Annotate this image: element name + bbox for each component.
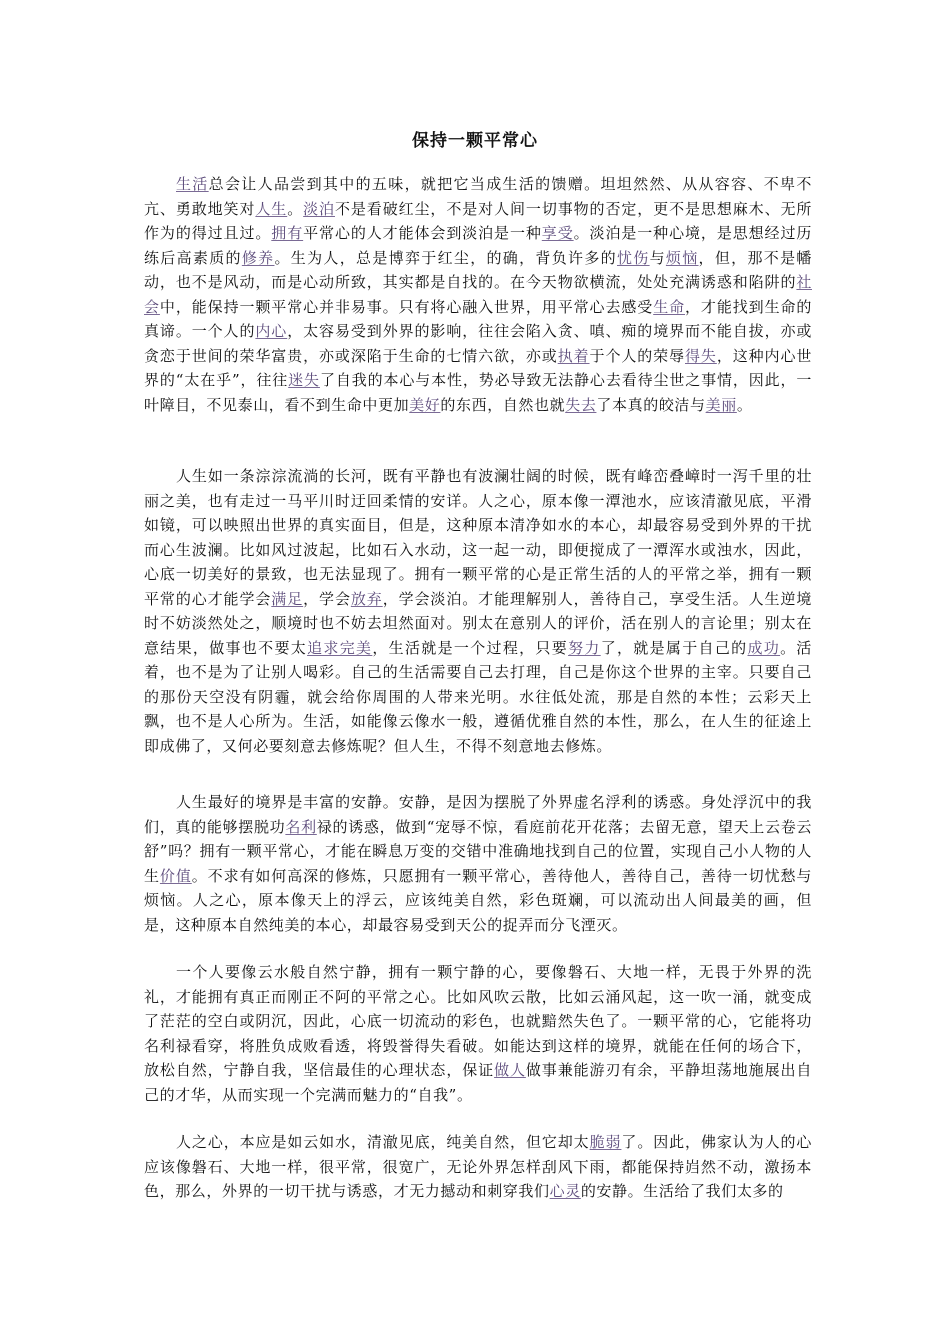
inline-link[interactable]: 努力 — [568, 638, 601, 657]
paragraph-text: 了。因此，佛家认为人的心应该像磐石、大地一样，很平常，很宽广，无论外界怎样刮风下雨，都能保持岿然不动，激扬本色，那么，外界的一切干扰与诱惑，才无力撼动和刺穿我们 — [144, 1133, 813, 1200]
paragraph-text: 禄的诱惑，做到“宠辱不惊，看庭前花开花落；去留无意，望天上云卷云舒”吗？拥有一颗平常心，才能在瞬息万变的交错中准确地找到自己的位置，实现自己小人物的人生 — [144, 817, 813, 885]
paragraph-text: 了自我的本心与本性，势必导致无法静心去看待尘世之事情，因此，一叶障目，不见泰山，看不到生命中更加 — [144, 371, 813, 414]
inline-link[interactable]: 拥有 — [271, 224, 304, 242]
paragraph-5 — [144, 1130, 812, 1204]
inline-link[interactable]: 内心 — [255, 322, 288, 340]
paragraph-text: 。生为人，总是博弈于红尘，的确，背负许多的 — [274, 248, 617, 267]
paragraph-text: 总会让人品尝到其中的五味，就把它当成生活的馈赠。坦坦然然、从从容容、不卑不亢、勇敢地笑对 — [144, 175, 812, 218]
paragraph-text: 人生如一条淙淙流淌的长河，既有平静也有波澜壮阔的时候，既有峰峦叠嶂时一泻千里的壮丽之美，也有走过一马平川时迂回柔情的安详。人之心，原本像一潭池水，应该清澈见底，平滑如镜，可以映照出世界的真实面目，但是，这种原本清净如水的本心，却最容易受到外界的干扰而心生波澜。比如风过波起，比如石入水动，这一起一动，即便搅成了一潭浑水或浊水，因此，心底一切美好的景致，也无法显现了。拥有一颗平常的心是正常生活的人的平常之举，拥有一颗平常的心才能学会 — [144, 467, 812, 608]
inline-link[interactable]: 享受 — [541, 224, 574, 242]
paragraph-text: 一个人要像云水般自然宁静，拥有一颗宁静的心，要像磐石、大地一样，无畏于外界的洗礼，才能拥有真正而刚正不阿的平常之心。比如风吹云散，比如云涌风起，这一吹一涌，就变成了茫茫的空白或阴沉，因此，心底一切流动的彩色，也就黯然失色了。一颗平常的心，它能将功名利禄看穿，将胜负成败看透，将毁誉得失看破。如能达到这样的境界，就能在任何的场合下，放松自然，宁静自我，坚信最佳的心理状态，保证 — [144, 963, 812, 1079]
inline-link[interactable]: 做人 — [494, 1061, 526, 1079]
paragraph-text: 。淡泊是一种心境，是思想经过历练后高素质的 — [144, 224, 812, 267]
paragraph-text: ，学会 — [303, 589, 351, 608]
paragraph-text: ，这种内心世界的“太在乎”，往往 — [144, 346, 812, 389]
paragraph-text: ，才能找到生命的真谛。一个人的 — [144, 297, 812, 340]
inline-link[interactable]: 忧伤 — [616, 248, 650, 267]
paragraph-text: 。不求有如何高深的修炼，只愿拥有一颗平常心，善待他人，善待自己，善待一切忧愁与烦恼。人之心，原本像天上的浮云，应该纯美自然，彩色斑斓，可以流动出人间最美的画，但是，这种原本自然纯美的本心，却最容易受到天公的捉弄而分飞湮灭。 — [144, 866, 812, 934]
paragraph-text: 人生最好的境界是丰富的安静。安静，是因为摆脱了外界虚名浮利的诱惑。身处浮沉中的我们，真的能够摆脱功 — [144, 793, 812, 836]
document-title: 保持一颗平常心 — [412, 131, 538, 151]
paragraph-text: 于个人的荣辱 — [589, 346, 685, 365]
paragraph-text: 了，就是属于自己的 — [600, 638, 748, 657]
inline-link[interactable]: 心灵 — [549, 1182, 581, 1200]
inline-link[interactable]: 得失 — [685, 346, 717, 365]
inline-link[interactable]: 追求完美 — [307, 638, 373, 657]
inline-link[interactable]: 社会 — [144, 273, 812, 316]
paragraph-text: 的东西，自然也就 — [440, 395, 566, 414]
paragraph-4 — [144, 960, 812, 1107]
paragraph-text: 人之心，本应是如云如水，清澈见底，纯美自然，但它却太 — [176, 1133, 590, 1151]
paragraph-text: ，生活就是一个过程，只要 — [372, 638, 569, 657]
paragraph-1 — [144, 172, 812, 417]
inline-link[interactable]: 人生 — [255, 199, 288, 218]
paragraph-2 — [144, 464, 812, 758]
paragraph-text: 中，能保持一颗平常心并非易事。只有将心融入世界，用平常心去感受 — [159, 297, 654, 316]
inline-link[interactable]: 满足 — [271, 589, 304, 608]
paragraph-text: 不是看破红尘，不是对人间一切事物的否定，更不是思想麻木、无所作为的得过且过。 — [144, 199, 813, 242]
inline-link[interactable]: 价值 — [159, 866, 192, 885]
inline-link[interactable]: 美丽 — [705, 395, 737, 414]
paragraph-text: ，学会淡泊。才能理解别人，善待自己，享受生活。人生逆境时不妨淡然处之，顺境时也不妨去坦然面对。别太在意别人的评价，活在别人的言论里；别太在意结果，做事也不要太 — [144, 589, 812, 657]
paragraph-text: 。 — [736, 395, 753, 414]
inline-link[interactable]: 生活 — [176, 175, 209, 193]
inline-link[interactable]: 生命 — [653, 297, 686, 316]
paragraph-text: 。 — [287, 199, 304, 218]
paragraph-text: 平常心的人才能体会到淡泊是一种 — [303, 224, 542, 242]
paragraph-text: 做事兼能游刃有余，平静坦荡地施展出自己的才华，从而实现一个完满而魅力的“自我”。 — [144, 1061, 812, 1104]
paragraph-text: 。活着，也不是为了让别人喝彩。自己的生活需要自己去打理，自己是你这个世界的主宰。只要自己的那份天空没有阴霾，就会给你周围的人带来光明。水往低处流，那是自然的本性；云彩天上飘，也不是人心所为。生活，如能像云像水一般，遵循优雅自然的本性，那么，在人生的征途上即成佛了，又何必要刻意去修炼呢？但人生，不得不刻意地去修炼。 — [144, 638, 813, 755]
paragraph-text: 与 — [649, 248, 666, 267]
paragraph-text: 的安静。生活给了我们太多的 — [580, 1182, 784, 1200]
inline-link[interactable]: 名利 — [285, 817, 317, 836]
inline-link[interactable]: 修养 — [241, 248, 275, 267]
inline-link[interactable]: 执着 — [557, 346, 590, 365]
paragraph-3 — [144, 790, 812, 937]
paragraph-text: 了本真的皎洁与 — [596, 395, 706, 414]
inline-link[interactable]: 成功 — [747, 638, 781, 657]
inline-link[interactable]: 淡泊 — [303, 199, 335, 218]
inline-link[interactable]: 放弃 — [350, 589, 383, 608]
inline-link[interactable]: 失去 — [565, 395, 597, 414]
inline-link[interactable]: 美好 — [409, 395, 441, 414]
paragraph-text: ，太容易受到外界的影响，往往会陷入贪、嗔、痴的境界而不能自拔，亦或贪恋于世间的荣华富贵，亦或深陷于生命的七情六欲，亦或 — [144, 322, 812, 365]
inline-link[interactable]: 脆弱 — [589, 1133, 622, 1151]
paragraph-text: ，但，那不是幡动，也不是风动，而是心动所致，其实都是自找的。在今天物欲横流，处处充满诱惑和陷阱的 — [144, 248, 813, 291]
inline-link[interactable]: 烦恼 — [665, 248, 699, 267]
inline-link[interactable]: 迷失 — [288, 371, 320, 389]
